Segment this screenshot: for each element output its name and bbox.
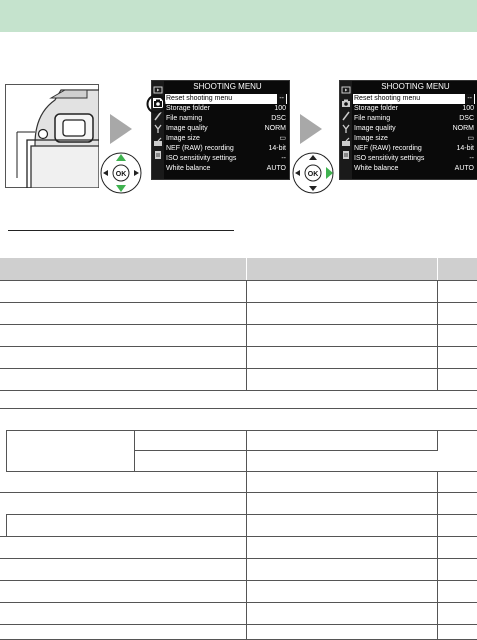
table-row-divider — [0, 624, 477, 625]
table-column-divider — [246, 471, 247, 492]
table-column-divider — [246, 514, 247, 639]
table-row-divider — [0, 346, 477, 347]
table-column-divider — [246, 492, 247, 514]
table-row-divider — [0, 558, 477, 559]
table-row-divider — [6, 514, 477, 515]
menu-item-storage-folder[interactable]: Storage folder 100 — [166, 105, 286, 112]
recent-settings-tab-icon — [153, 150, 163, 160]
table-column-divider — [437, 514, 438, 639]
table-column-divider — [437, 430, 438, 450]
table-row-divider — [0, 302, 477, 303]
playback-tab-icon — [341, 85, 351, 95]
menu-title: SHOOTING MENU — [193, 82, 262, 91]
table-column-divider — [6, 514, 7, 536]
menu-sidebar — [340, 81, 352, 179]
section-title-rule — [8, 230, 234, 231]
menu-item-reset-shooting-menu[interactable]: Reset shooting menu -- — [353, 94, 475, 104]
table-row-divider — [0, 580, 477, 581]
setup-tab-icon — [341, 124, 351, 134]
multi-selector-right-icon — [291, 151, 335, 195]
selection-circle — [146, 94, 166, 114]
table-column-divider — [246, 430, 247, 471]
table-row-divider — [6, 430, 477, 431]
menu-item-white-balance[interactable]: White balance AUTO — [354, 165, 474, 172]
table-column-divider — [437, 280, 438, 390]
menu-title: SHOOTING MENU — [381, 82, 450, 91]
menu-item-file-naming[interactable]: File naming DSC — [354, 115, 474, 122]
table-row-divider — [0, 602, 477, 603]
setup-tab-icon — [153, 124, 163, 134]
retouch-tab-icon — [153, 137, 163, 147]
illustration — [0, 80, 477, 190]
table-row-divider — [0, 390, 477, 391]
svg-text:OK: OK — [115, 171, 127, 178]
table-column-divider — [246, 280, 247, 390]
table-row-divider — [0, 280, 477, 281]
shooting-tab-icon — [341, 98, 351, 108]
multi-selector-up-down-icon — [99, 151, 143, 195]
recent-settings-tab-icon — [341, 150, 351, 160]
menu-item-storage-folder[interactable]: Storage folder 100 — [354, 105, 474, 112]
menu-item-iso-sensitivity[interactable]: ISO sensitivity settings -- — [166, 155, 286, 162]
table-row-divider — [134, 450, 438, 451]
table-row-divider — [6, 471, 477, 472]
menu-item-image-size[interactable]: Image size ▭ — [354, 135, 474, 142]
right-arrow-icon — [110, 114, 132, 144]
svg-text:OK: OK — [307, 171, 319, 178]
custom-settings-tab-icon — [341, 111, 351, 121]
table-row-divider — [0, 492, 477, 493]
menu-item-white-balance[interactable]: White balance AUTO — [166, 165, 286, 172]
table-row-divider — [0, 368, 477, 369]
menu-screen-1 — [151, 80, 290, 180]
menu-item-image-quality[interactable]: Image quality NORM — [354, 125, 474, 132]
menu-item-reset-shooting-menu[interactable]: Reset shooting menu -- — [165, 94, 287, 104]
menu-screen-2 — [339, 80, 477, 180]
menu-item-nef-raw-recording[interactable]: NEF (RAW) recording 14-bit — [354, 145, 474, 152]
table-header-row — [0, 258, 477, 280]
header-band — [0, 0, 477, 32]
menu-item-image-quality[interactable]: Image quality NORM — [166, 125, 286, 132]
table-row-divider — [0, 408, 477, 409]
table-column-divider — [437, 471, 438, 492]
right-arrow-icon — [300, 114, 322, 144]
table-column-divider — [134, 430, 135, 471]
table-column-divider — [6, 430, 7, 471]
menu-item-iso-sensitivity[interactable]: ISO sensitivity settings -- — [354, 155, 474, 162]
table-column-divider — [437, 492, 438, 514]
table-row-divider — [0, 536, 477, 537]
table-row-divider — [0, 324, 477, 325]
menu-item-file-naming[interactable]: File naming DSC — [166, 115, 286, 122]
camera-back-illustration — [5, 84, 99, 188]
retouch-tab-icon — [341, 137, 351, 147]
menu-item-nef-raw-recording[interactable]: NEF (RAW) recording 14-bit — [166, 145, 286, 152]
menu-item-image-size[interactable]: Image size ▭ — [166, 135, 286, 142]
